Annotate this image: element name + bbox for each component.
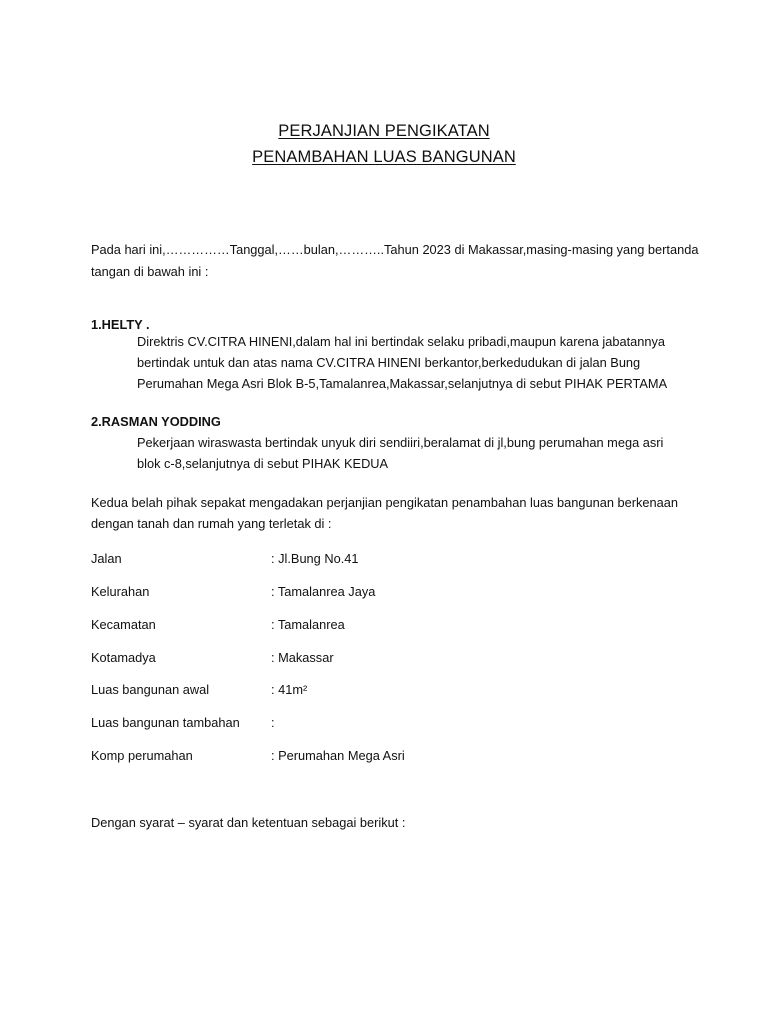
agreement-line2: dengan tanah dan rumah yang terletak di :: [91, 516, 332, 531]
detail-value-luas-awal: : 41m²: [271, 682, 308, 697]
detail-value-kotamadya: : Makassar: [271, 650, 334, 665]
document-title-line1: PERJANJIAN PENGIKATAN: [278, 122, 490, 140]
detail-label-jalan: Jalan: [91, 551, 122, 566]
detail-value-jalan: : Jl.Bung No.41: [271, 551, 359, 566]
detail-label-luas-awal: Luas bangunan awal: [91, 682, 210, 697]
party1-line1: Direktris CV.CITRA HINENI,dalam hal ini bertindak selaku pribadi,maupun karena jabatannya: [137, 334, 666, 349]
detail-value-luas-tambahan: :: [271, 715, 275, 730]
document-title-line2: PENAMBAHAN LUAS BANGUNAN: [252, 148, 516, 166]
closing-line: Dengan syarat – syarat dan ketentuan sebagai berikut :: [91, 815, 406, 830]
detail-label-kelurahan: Kelurahan: [91, 584, 150, 599]
detail-value-komp: : Perumahan Mega Asri: [271, 748, 405, 763]
party1-heading: 1.HELTY .: [91, 317, 150, 332]
detail-value-kecamatan: : Tamalanrea: [271, 617, 345, 632]
detail-label-kecamatan: Kecamatan: [91, 617, 156, 632]
opening-line2: tangan di bawah ini :: [91, 264, 209, 279]
party2-line1: Pekerjaan wiraswasta bertindak unyuk diri sendiiri,beralamat di jl,bung perumahan mega asri: [137, 435, 664, 450]
detail-label-komp: Komp perumahan: [91, 748, 193, 763]
detail-label-kotamadya: Kotamadya: [91, 650, 156, 665]
opening-line1: Pada hari ini,……………Tanggal,……bulan,………..Tahun 2023 di Makassar,masing-masing yang bertanda: [91, 242, 699, 257]
party2-heading: 2.RASMAN YODDING: [91, 414, 221, 429]
detail-value-kelurahan: : Tamalanrea Jaya: [271, 584, 376, 599]
agreement-line1: Kedua belah pihak sepakat mengadakan perjanjian pengikatan penambahan luas bangunan berkenaan: [91, 495, 678, 510]
party1-line3: Perumahan Mega Asri Blok B-5,Tamalanrea,Makassar,selanjutnya di sebut PIHAK PERTAMA: [137, 376, 668, 391]
detail-label-luas-tambahan: Luas bangunan tambahan: [91, 715, 240, 730]
party2-line2: blok c-8,selanjutnya di sebut PIHAK KEDUA: [137, 456, 389, 471]
party1-line2: bertindak untuk dan atas nama CV.CITRA HINENI berkantor,berkedudukan di jalan Bung: [137, 355, 641, 370]
